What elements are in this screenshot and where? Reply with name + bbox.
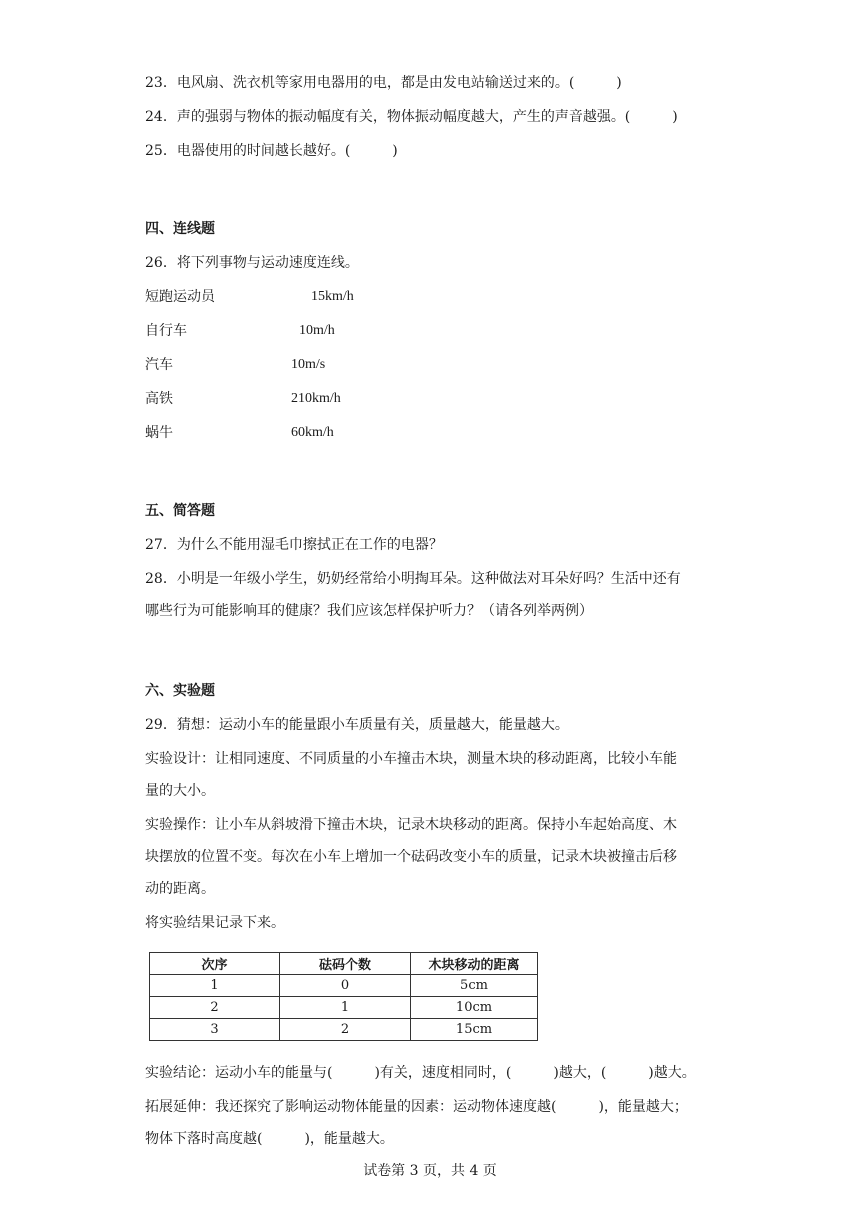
- table-row: [150, 975, 538, 997]
- table-cell: 1: [280, 997, 411, 1019]
- question-29-hypothesis: 29．猜想：运动小车的能量跟小车质量有关，质量越大，能量越大。: [145, 717, 569, 733]
- question-28-line2: 哪些行为可能影响耳的健康？我们应该怎样保护听力？（请各列举两例）: [145, 603, 593, 619]
- table-header: 木块移动的距离: [411, 953, 538, 975]
- experiment-conclusion: 实验结论：运动小车的能量与( )有关，速度相同时，( )越大，( )越大。: [145, 1065, 696, 1081]
- match-left-item: 自行车: [145, 323, 187, 339]
- table-row: [150, 997, 538, 1019]
- match-right-item: 15km/h: [311, 289, 354, 304]
- match-right-item: 60km/h: [291, 425, 334, 440]
- match-right-item: 210km/h: [291, 391, 341, 406]
- table-cell: 0: [280, 975, 411, 997]
- page-footer: 试卷第 3 页，共 4 页: [363, 1163, 497, 1179]
- section-title-matching: 四、连线题: [145, 221, 215, 237]
- question-28-line1: 28．小明是一年级小学生，奶奶经常给小明掏耳朵。这种做法对耳朵好吗？生活中还有: [145, 571, 681, 587]
- table-header: 次序: [150, 953, 280, 975]
- question-23: 23．电风扇、洗衣机等家用电器用的电，都是由发电站输送过来的。( ): [145, 75, 622, 91]
- table-cell: 2: [280, 1019, 411, 1041]
- experiment-procedure-line3: 动的距离。: [145, 881, 215, 897]
- question-24: 24．声的强弱与物体的振动幅度有关，物体振动幅度越大，产生的声音越强。( ): [145, 109, 678, 125]
- match-right-item: 10m/h: [299, 323, 335, 338]
- table-row: [150, 1019, 538, 1041]
- section-title-short-answer: 五、简答题: [145, 503, 215, 519]
- table-cell: 3: [150, 1019, 280, 1041]
- table-cell: 1: [150, 975, 280, 997]
- match-left-item: 蜗牛: [145, 425, 173, 441]
- results-table: [149, 952, 538, 1041]
- match-left-item: 汽车: [145, 357, 173, 373]
- question-27: 27．为什么不能用湿毛巾擦拭正在工作的电器？: [145, 537, 443, 553]
- record-instruction: 将实验结果记录下来。: [145, 915, 285, 931]
- match-left-item: 短跑运动员: [145, 289, 215, 305]
- experiment-design-line1: 实验设计：让相同速度、不同质量的小车撞击木块，测量木块的移动距离，比较小车能: [145, 751, 677, 767]
- table-header: 砝码个数: [280, 953, 411, 975]
- experiment-design-line2: 量的大小。: [145, 783, 215, 799]
- experiment-procedure-line2: 块摆放的位置不变。每次在小车上增加一个砝码改变小车的质量，记录木块被撞击后移: [145, 849, 677, 865]
- extension-line2: 物体下落时高度越( )，能量越大。: [145, 1131, 394, 1147]
- question-25: 25．电器使用的时间越长越好。( ): [145, 143, 398, 159]
- experiment-procedure-line1: 实验操作：让小车从斜坡滑下撞击木块，记录木块移动的距离。保持小车起始高度、木: [145, 817, 677, 833]
- table-cell: 2: [150, 997, 280, 1019]
- extension-line1: 拓展延伸：我还探究了影响运动物体能量的因素：运动物体速度越( )，能量越大；: [145, 1099, 688, 1115]
- table-cell: 5cm: [411, 975, 538, 997]
- table-header-row: [150, 953, 538, 975]
- match-right-item: 10m/s: [291, 357, 326, 372]
- question-26: 26．将下列事物与运动速度连线。: [145, 255, 359, 271]
- match-left-item: 高铁: [145, 391, 173, 407]
- section-title-experiment: 六、实验题: [145, 683, 215, 699]
- table-cell: 15cm: [411, 1019, 538, 1041]
- table-cell: 10cm: [411, 997, 538, 1019]
